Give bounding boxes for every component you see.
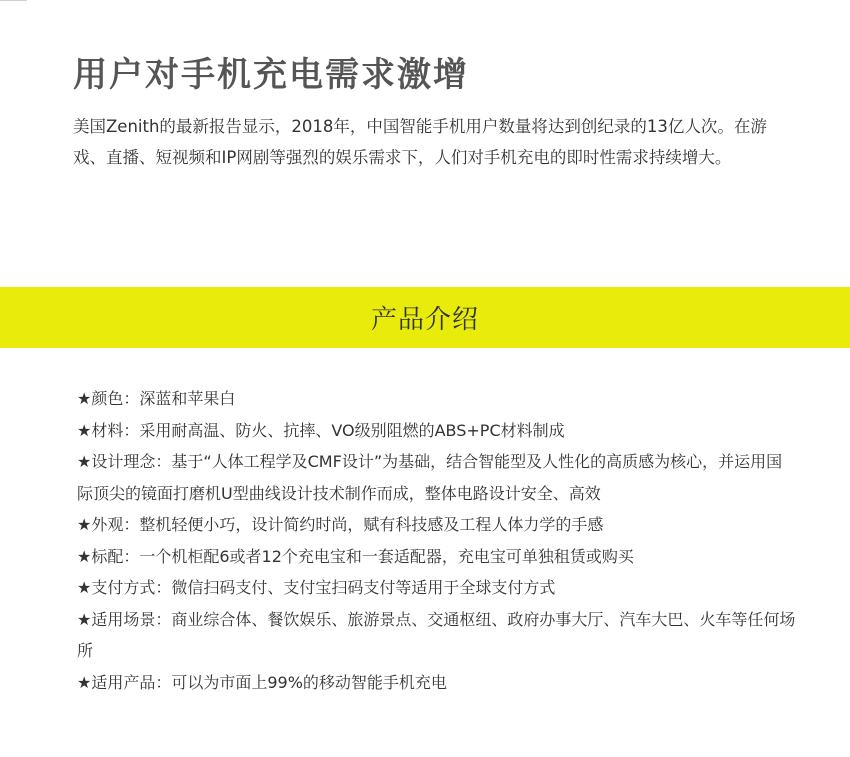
feature-item-material <box>77 415 797 447</box>
feature-item-products <box>77 667 797 699</box>
star-icon: ★ <box>77 578 92 597</box>
feature-item-scenarios <box>77 604 797 667</box>
feature-item-payment <box>77 572 797 604</box>
banner-title: 产品介绍 <box>370 305 479 335</box>
feature-text: 外观：整机轻便小巧，设计简约时尚，赋有科技感及工程人体力学的手感 <box>91 515 604 534</box>
star-icon: ★ <box>77 546 92 566</box>
feature-item-standard <box>77 541 797 573</box>
star-icon: ★ <box>77 452 92 471</box>
feature-text: 支付方式：微信扫码支付、支付宝扫码支付等适用于全球支付方式 <box>91 578 556 597</box>
feature-item-color <box>77 383 797 415</box>
corner-mark <box>0 0 27 1</box>
feature-item-appearance <box>77 509 797 541</box>
intro-paragraph: 美国Zenith的最新报告显示，2018年，中国智能手机用户数量将达到创纪录的13亿人次。在游戏、直播、短视频和IP网剧等强烈的娱乐需求下，人们对手机充电的即时性需求持续增大。 <box>73 117 767 167</box>
star-icon: ★ <box>77 420 92 440</box>
headline: 用户对手机充电需求激增 <box>73 55 469 95</box>
feature-text: 材料：采用耐高温、防火、抗摔、VO级别阻燃的ABS+PC材料制成 <box>91 420 565 440</box>
feature-list <box>77 383 797 698</box>
intro-section <box>73 50 793 173</box>
feature-text: 适用产品：可以为市面上99%的移动智能手机充电 <box>91 672 447 692</box>
star-icon: ★ <box>77 672 92 692</box>
feature-item-design <box>77 446 797 509</box>
feature-text: 设计理念：基于“人体工程学及CMF设计”为基础，结合智能型及人性化的高质感为核心，并运用国际顶尖的镜面打磨机U型曲线设计技术制作而成，整体电路设计安全、高效 <box>77 452 783 503</box>
star-icon: ★ <box>77 515 92 534</box>
star-icon: ★ <box>77 609 92 629</box>
feature-text: 标配：一个机柜配6或者12个充电宝和一套适配器，充电宝可单独租赁或购买 <box>91 546 634 566</box>
feature-text: 适用场景：商业综合体、餐饮娱乐、旅游景点、交通枢纽、政府办事大厅、汽车大巴、火车等任何场所 <box>77 609 796 660</box>
product-intro-banner <box>0 287 850 348</box>
feature-text: 颜色：深蓝和苹果白 <box>91 389 236 408</box>
star-icon: ★ <box>77 389 92 408</box>
